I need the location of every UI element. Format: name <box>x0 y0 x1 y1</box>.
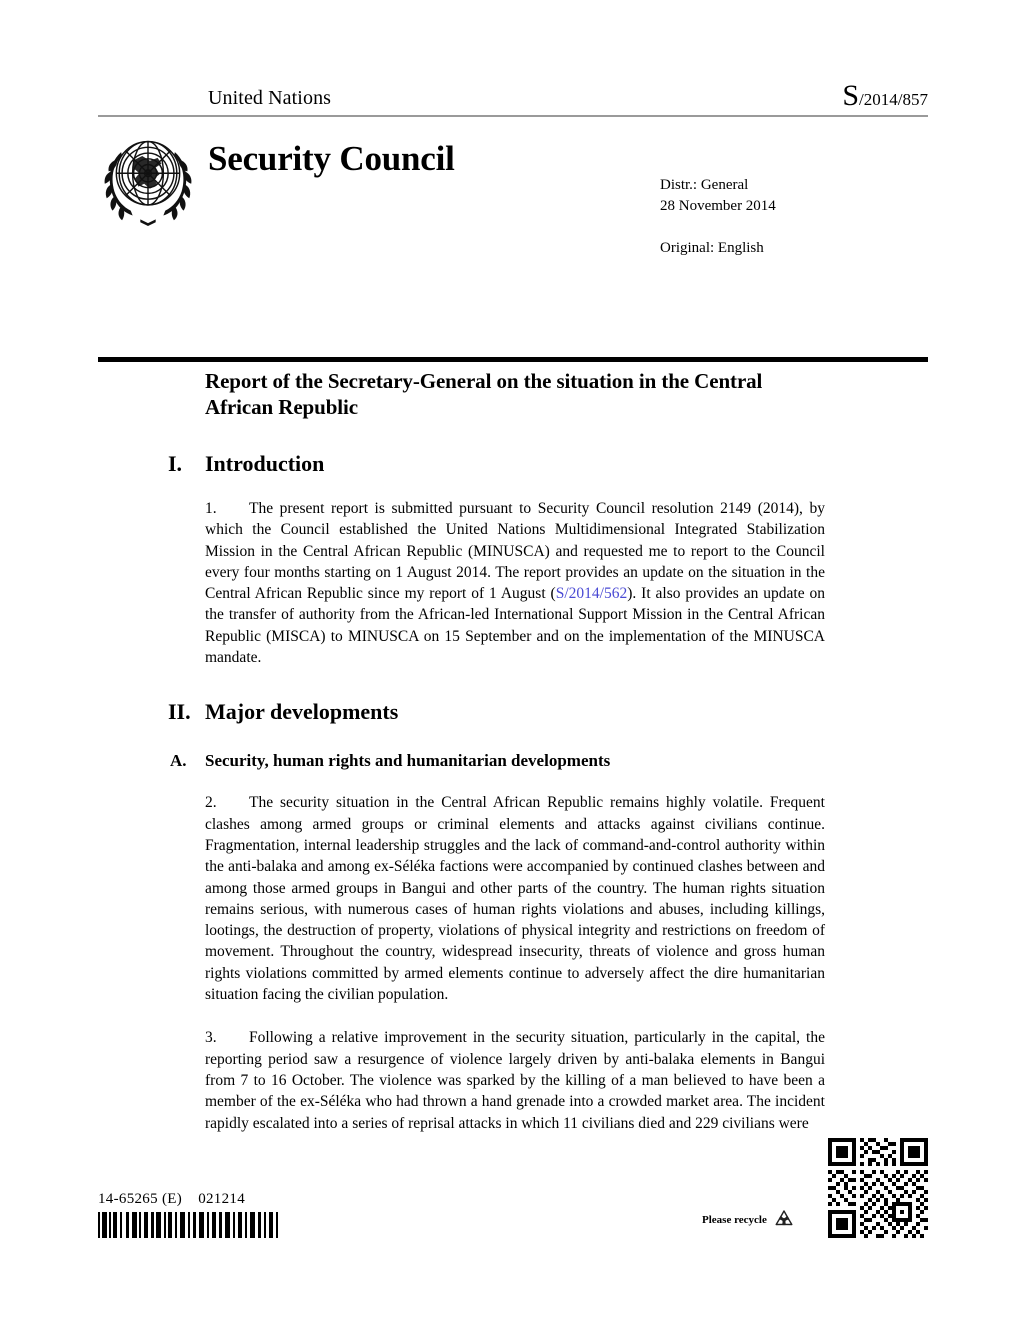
paragraph-2-text: The security situation in the Central African Republic remains highly volatile. Frequent clashes among armed groups or criminal elements and attacks against civilians continue. Fragmentation, internal leadership struggles and the lack of command-and-control authority within the anti-balaka and among ex-Séléka factions were accompanied by continued clashes between and among those armed groups in Bangui and other parts of the country. The human rights situation remains serious, with numerous cases of human rights violations and abuses, including killings, lootings, the destruction of property, violations of physical integrity and restrictions on freedom of movement. Throughout the country, widespread insecurity, threats of violence and gross human rights violations committed by armed elements continue to adversely affect the dire humanitarian situation facing the civilian population. <box>205 794 825 1004</box>
distribution-date: 28 November 2014 <box>660 198 776 214</box>
page-title: Report of the Secretary-General on the situation in the Central African Republic <box>205 369 763 419</box>
document-content <box>98 368 928 1134</box>
masthead-top-row <box>98 79 928 112</box>
organization-name: United Nations <box>208 87 332 109</box>
section-title-introduction: Introduction <box>205 451 325 476</box>
title-divider <box>98 357 928 362</box>
distribution-spacer <box>660 217 776 238</box>
subsection-letter-a: A. <box>170 751 187 771</box>
organ-name: Security Council <box>208 139 455 178</box>
document-symbol <box>842 79 928 112</box>
recycle-notice <box>702 1208 797 1232</box>
paragraph-1-text-part-2: ). It also provides an update on the transfer of authority from the African-led International Support Mission in the Central African Republic (MISCA) to MINUSCA on 15 September and on the implementation of the MINUSCA mandate. <box>205 585 825 667</box>
document-symbol-letter: S <box>842 79 860 112</box>
masthead <box>98 79 928 267</box>
original-language: Original: English <box>660 240 764 256</box>
job-number: 14-65265 (E) 021214 <box>98 1191 245 1207</box>
subsection-title-security: Security, human rights and humanitarian developments <box>205 751 611 771</box>
section-numeral-i: I. <box>168 451 183 476</box>
section-numeral-ii: II. <box>168 699 191 725</box>
recycling-symbol-icon <box>771 1208 797 1232</box>
page-footer <box>98 1190 928 1270</box>
masthead-body <box>98 117 928 267</box>
document-symbol-number: /2014/857 <box>859 90 928 109</box>
barcode-icon <box>98 1212 280 1238</box>
section-heading-major-developments <box>98 698 928 726</box>
qr-code-icon <box>828 1138 928 1238</box>
paragraph-2 <box>205 792 825 1005</box>
paragraph-number-2: 2. <box>205 794 217 812</box>
document-reference-link[interactable]: S/2014/562 <box>555 585 628 603</box>
paragraph-number-1: 1. <box>205 500 217 517</box>
subsection-heading-security <box>98 750 928 772</box>
paragraph-1-text-part-1: The present report is submitted pursuant to Security Council resolution 2149 (2014), by which the Council established the United Nations Multidimensional Integrated Stabilization Mission in the Central African Republic (MINUSCA) and requested me to report to the Council every four months starting on 1 August 2014. The report provides an update on the situation in the Central African Republic since my report of 1 August ( <box>205 500 825 603</box>
recycle-label: Please recycle <box>702 1213 767 1226</box>
paragraph-3 <box>205 1027 825 1133</box>
paragraph-1 <box>205 498 825 668</box>
distribution-type: Distr.: General <box>660 177 749 193</box>
section-title-major-developments: Major developments <box>205 699 399 725</box>
un-emblem-icon <box>100 131 196 227</box>
paragraph-number-3: 3. <box>205 1029 217 1047</box>
paragraph-3-text: Following a relative improvement in the security situation, particularly in the capital, the reporting period saw a resurgence of violence largely driven by anti-balaka elements in Bangui from 7 to 16 October. The violence was sparked by the killing of a man believed to have been a member of the ex-Séléka who had thrown a hand grenade into a crowded market area. The incident rapidly escalated into a series of reprisal attacks in which 11 civilians died and 229 civilians were <box>205 1029 825 1132</box>
distribution-block <box>660 175 776 259</box>
section-heading-introduction <box>98 450 928 478</box>
